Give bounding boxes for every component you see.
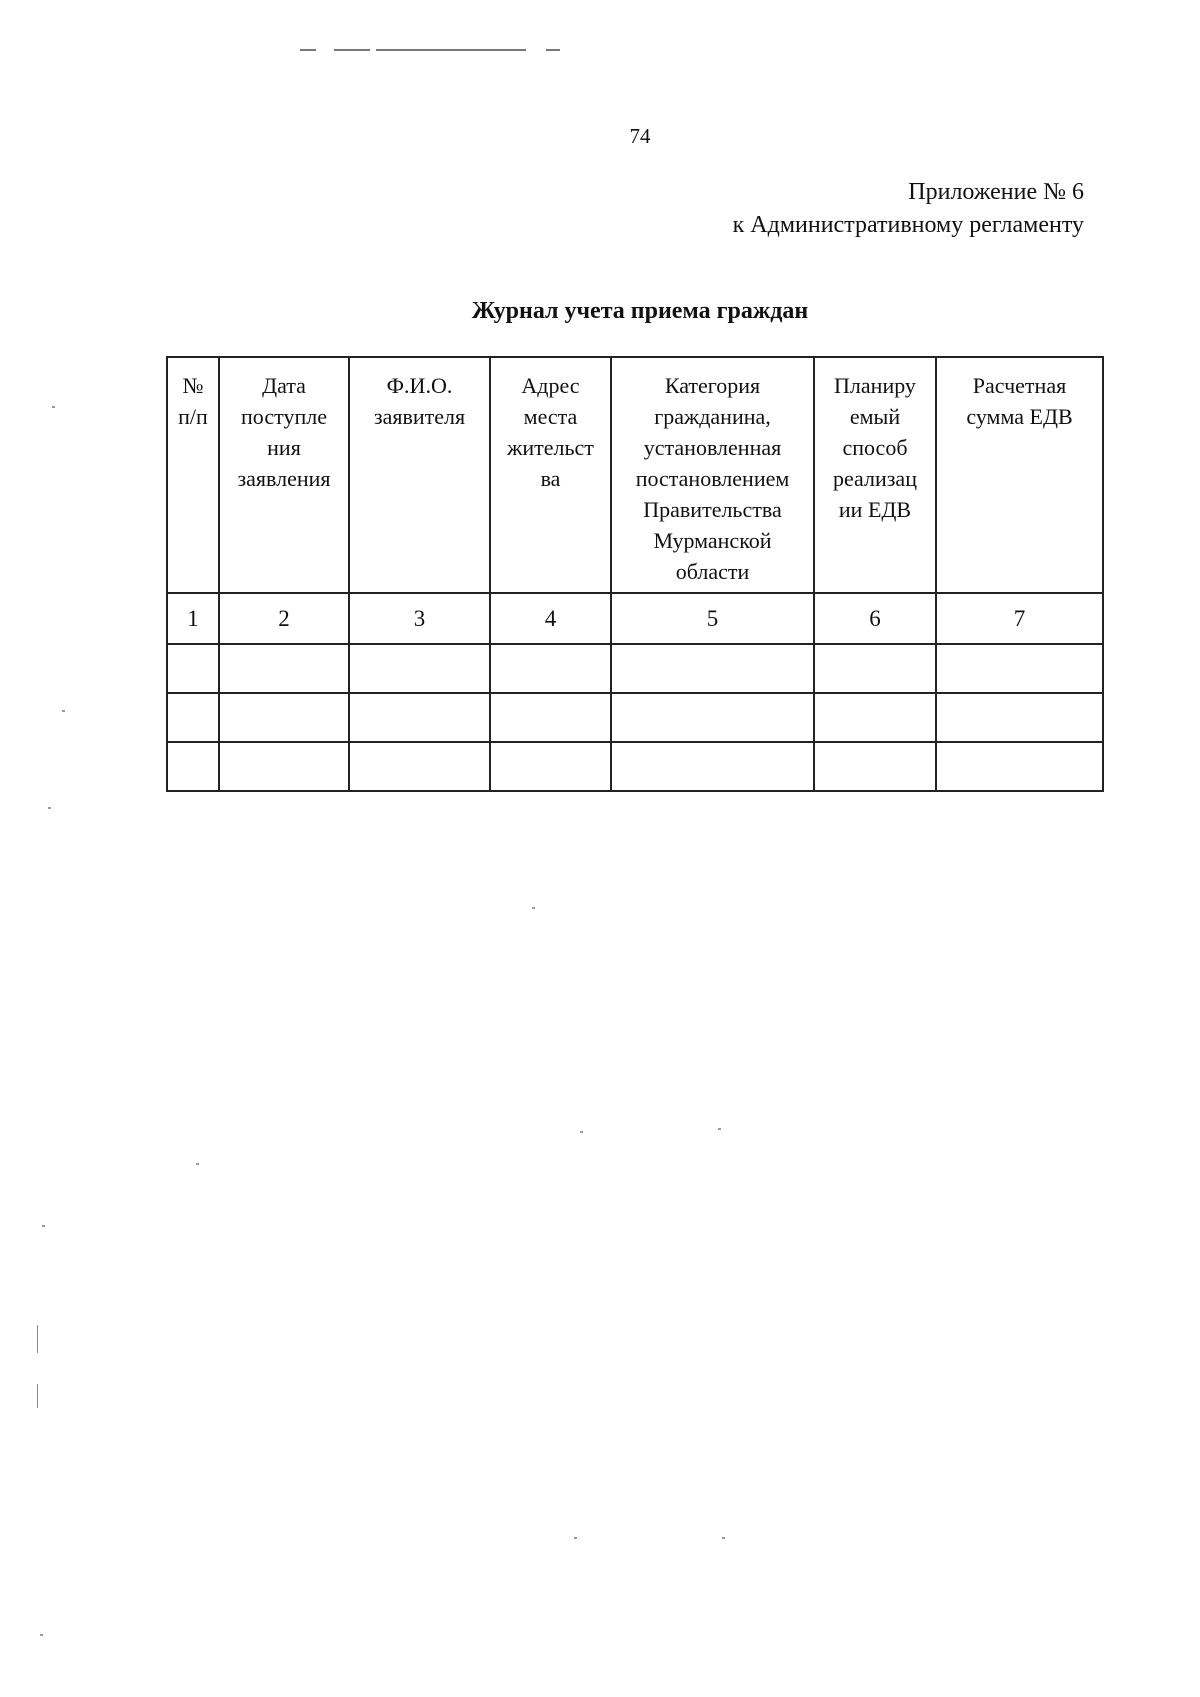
table-cell (936, 693, 1103, 742)
column-number-cell: 1 (167, 593, 219, 644)
table-cell (167, 693, 219, 742)
scan-artifact-dash (300, 49, 316, 51)
table-cell (490, 693, 611, 742)
table-cell (814, 742, 936, 791)
table-cell (611, 742, 814, 791)
column-number-cell: 2 (219, 593, 349, 644)
scan-speck (718, 1128, 721, 1130)
scan-speck (62, 710, 65, 712)
table-cell (611, 693, 814, 742)
scan-speck (48, 807, 51, 809)
appendix-line-1: Приложение № 6 (908, 179, 1084, 205)
table-cell (814, 644, 936, 693)
column-number-row (167, 593, 1103, 644)
table-cell (349, 693, 490, 742)
scan-artifact-dash (546, 49, 560, 51)
table-cell (490, 742, 611, 791)
appendix-note (733, 176, 1084, 242)
scan-speck (574, 1537, 577, 1539)
table-row (167, 742, 1103, 791)
header-cell-amount: Расчетная сумма ЕДВ (936, 357, 1103, 593)
header-cell-date: Дата поступле ния заявления (219, 357, 349, 593)
table-cell (219, 742, 349, 791)
table-row (167, 644, 1103, 693)
table-row (167, 693, 1103, 742)
scan-speck (580, 1131, 583, 1133)
header-cell-name: Ф.И.О. заявителя (349, 357, 490, 593)
column-number-cell: 5 (611, 593, 814, 644)
table-cell (167, 644, 219, 693)
table-cell (814, 693, 936, 742)
scan-speck (196, 1163, 199, 1165)
scan-artifact-edge (37, 1384, 38, 1408)
header-cell-number: № п/п (167, 357, 219, 593)
reception-journal-table (166, 356, 1104, 792)
header-cell-category: Категория гражданина, установленная постановлением Правительства Мурманской области (611, 357, 814, 593)
scan-speck (40, 1634, 43, 1636)
table-cell (349, 742, 490, 791)
column-number-cell: 7 (936, 593, 1103, 644)
header-cell-method: Планиру емый способ реализац ии ЕДВ (814, 357, 936, 593)
table-header-row (167, 357, 1103, 593)
table-cell (219, 693, 349, 742)
table-cell (349, 644, 490, 693)
document-title: Журнал учета приема граждан (471, 298, 809, 324)
scan-artifact-dash (334, 49, 370, 51)
table-cell (219, 644, 349, 693)
scan-artifact-edge (37, 1325, 38, 1353)
column-number-cell: 6 (814, 593, 936, 644)
column-number-cell: 4 (490, 593, 611, 644)
table-cell (936, 644, 1103, 693)
table-cell (936, 742, 1103, 791)
scan-speck (722, 1537, 725, 1539)
scan-artifact-dash (376, 49, 526, 51)
column-number-cell: 3 (349, 593, 490, 644)
scan-speck (532, 907, 535, 909)
table-cell (167, 742, 219, 791)
page-number: 74 (629, 124, 651, 148)
table-cell (611, 644, 814, 693)
appendix-line-2: к Административному регламенту (732, 212, 1084, 238)
table-cell (490, 644, 611, 693)
header-cell-address: Адрес места жительст ва (490, 357, 611, 593)
scan-speck (42, 1225, 45, 1227)
scan-speck (52, 406, 55, 408)
